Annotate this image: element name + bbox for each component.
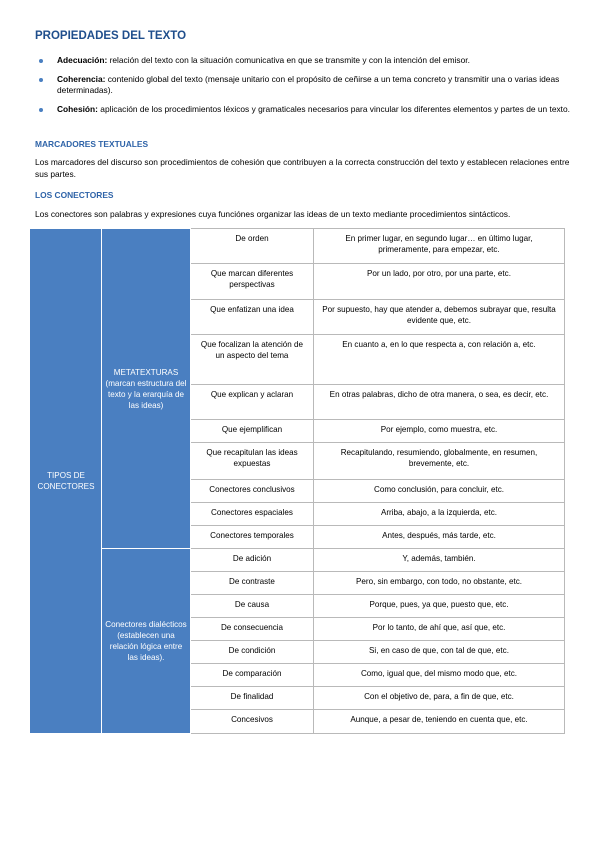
connector-examples-cell: Si, en caso de que, con tal de que, etc. <box>314 641 565 664</box>
connector-type-cell: De contraste <box>191 572 314 595</box>
marcadores-heading: MARCADORES TEXTUALES <box>35 139 149 149</box>
connector-examples-cell: Por supuesto, hay que atender a, debemos subrayar que, resulta evidente que, etc. <box>314 300 565 335</box>
connector-type-cell: Que focalizan la atención de un aspecto del tema <box>191 335 314 385</box>
bullet-icon <box>39 108 43 112</box>
connector-examples-cell: En cuanto a, en lo que respecta a, con relación a, etc. <box>314 335 565 385</box>
connector-examples-cell: Recapitulando, resumiendo, globalmente, en resumen, brevemente, etc. <box>314 443 565 480</box>
connector-type-cell: De comparación <box>191 664 314 687</box>
list-item <box>35 55 575 66</box>
bullet-icon <box>39 59 43 63</box>
connector-type-cell: Que enfatizan una idea <box>191 300 314 335</box>
connector-examples-cell: Como conclusión, para concluir, etc. <box>314 480 565 503</box>
property-term: Coherencia: <box>57 74 106 84</box>
connector-examples-cell: Con el objetivo de, para, a fin de que, etc. <box>314 687 565 710</box>
page-title: PROPIEDADES DEL TEXTO <box>35 30 187 42</box>
connectors-table-body <box>31 229 565 734</box>
connector-type-cell: Conectores espaciales <box>191 503 314 526</box>
table-row <box>31 229 565 264</box>
connector-type-cell: De consecuencia <box>191 618 314 641</box>
connector-examples-cell: Antes, después, más tarde, etc. <box>314 526 565 549</box>
connector-examples-cell: Aunque, a pesar de, teniendo en cuenta que, etc. <box>314 710 565 734</box>
conectores-paragraph: Los conectores son palabras y expresiones cuya funciónes organizar las ideas de un texto mediante procedimientos sintácticos. <box>35 209 511 219</box>
conectores-heading: LOS CONECTORES <box>35 190 114 200</box>
list-item <box>35 74 575 96</box>
root-category-cell: TIPOS DE CONECTORES <box>31 229 102 734</box>
connector-type-cell: Que recapitulan las ideas expuestas <box>191 443 314 480</box>
connector-type-cell: De causa <box>191 595 314 618</box>
connector-type-cell: De orden <box>191 229 314 264</box>
connector-examples-cell: Y, además, también. <box>314 549 565 572</box>
table-row <box>31 549 565 572</box>
connector-examples-cell: En otras palabras, dicho de otra manera, o sea, es decir, etc. <box>314 385 565 420</box>
group-category-cell: Conectores dialécticos (establecen una relación lógica entre las ideas). <box>102 549 191 734</box>
connector-type-cell: Conectores conclusivos <box>191 480 314 503</box>
connector-examples-cell: Pero, sin embargo, con todo, no obstante, etc. <box>314 572 565 595</box>
properties-list <box>35 55 575 123</box>
connector-type-cell: De adición <box>191 549 314 572</box>
connector-examples-cell: Por lo tanto, de ahí que, así que, etc. <box>314 618 565 641</box>
property-term: Cohesión: <box>57 104 98 114</box>
property-text: aplicación de los procedimientos léxicos y gramaticales necesarios para vincular los diferentes elementos y partes de un texto. <box>97 104 570 114</box>
bullet-icon <box>39 78 43 82</box>
connector-type-cell: Concesivos <box>191 710 314 734</box>
connectors-table <box>30 228 565 734</box>
property-term: Adecuación: <box>57 55 108 65</box>
property-text: contenido global del texto (mensaje unitario con el propósito de ceñirse a un tema concreto y transmitir una o varias ideas determinadas). <box>57 74 560 95</box>
connector-type-cell: Que explican y aclaran <box>191 385 314 420</box>
connector-examples-cell: En primer lugar, en segundo lugar… en último lugar, primeramente, para empezar, etc. <box>314 229 565 264</box>
connector-examples-cell: Porque, pues, ya que, puesto que, etc. <box>314 595 565 618</box>
list-item <box>35 104 575 115</box>
connector-type-cell: Conectores temporales <box>191 526 314 549</box>
connector-type-cell: Que marcan diferentes perspectivas <box>191 264 314 300</box>
connector-type-cell: Que ejemplifican <box>191 420 314 443</box>
marcadores-paragraph: Los marcadores del discurso son procedimientos de cohesión que contribuyen a la correcta construcción del texto y establecen relaciones entre sus partes. <box>35 157 570 179</box>
connector-examples-cell: Por un lado, por otro, por una parte, etc. <box>314 264 565 300</box>
connector-type-cell: De finalidad <box>191 687 314 710</box>
connector-examples-cell: Como, igual que, del mismo modo que, etc. <box>314 664 565 687</box>
connector-examples-cell: Por ejemplo, como muestra, etc. <box>314 420 565 443</box>
property-text: relación del texto con la situación comunicativa en que se transmite y con la intención del emisor. <box>107 55 470 65</box>
connector-examples-cell: Arriba, abajo, a la izquierda, etc. <box>314 503 565 526</box>
connector-type-cell: De condición <box>191 641 314 664</box>
group-category-cell: METATEXTURAS (marcan estructura del texto y la erarquía de las ideas) <box>102 229 191 549</box>
